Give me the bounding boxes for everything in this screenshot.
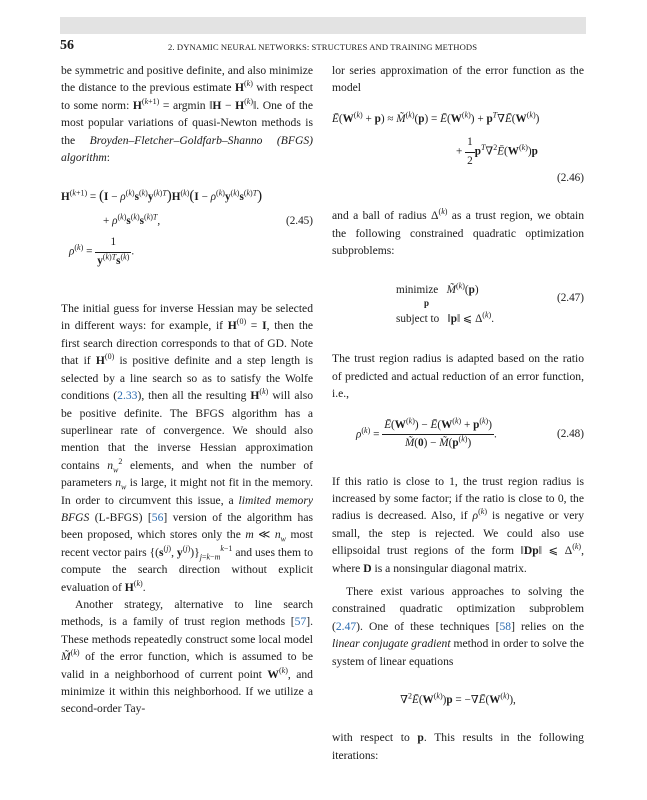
right-paragraph-6: with respect to p. This results in the following iterations: — [332, 731, 584, 762]
ref-2-33[interactable]: 2.33 — [117, 389, 138, 403]
eq-number-2-47: (2.47) — [556, 291, 584, 304]
right-paragraph-4: If this ratio is close to 1, the trust region radius is increased by some factor; if the ratio is close to 0, the radius is decreased. Also, if $\rho^{(k)}$ is negative or very small, the step is rejected. We could also use ellipsoidal trust regions of the form ‖Dp‖ ⩽ $\Delta^{(k)}$, where D is a nonsingular diagonal matrix. — [332, 474, 585, 575]
equation-2-46: $Ē(W^{(k)} + p)$ ≈ M̃$^{(k)}$(p) = $Ē(W^{(k)})$ + $p^T\nabla Ē(W^{(k)})$ + $\frac{1}{2}$ $p^T\nabla^2Ē(W^{(k)})p$ (2.46) — [332, 111, 584, 188]
ref-2-47[interactable]: 2.47 — [335, 619, 357, 633]
ref-57[interactable]: 57 — [294, 615, 307, 629]
left-paragraph-1: be symmetric and positive definite, and also minimize the distance to the previous estimate $H^{(k)}$ with respect to some norm: $H^{(k+1)} = argmin$ ‖H − $H^{(k)}‖$. One of the most popular variations of quasi-Newton methods is the Broyden–Fletcher–Goldfarb–Shanno (BFGS) algorithm: — [61, 64, 313, 165]
left-column — [61, 62, 313, 718]
header-band — [60, 17, 586, 34]
equation-2-48: $\rho^{(k)}$ = $\frac{Ē(W^{(k)}) - Ē(W^{(k)} + p^{(k)})}{M̃(0) - M̃(p^{(k)})}$ . (2.48) — [356, 415, 584, 450]
right-column — [332, 62, 584, 764]
ref-58[interactable]: 58 — [499, 619, 512, 633]
equation-2-47: minimize M̃$^{(k)}$(p) (2.47) p subject to ‖p‖ ⩽ $\Delta^{(k)}$. — [396, 280, 584, 326]
equation-2-45: $H^{(k+1)} = (I - \rho^{(k)}s^{(k)}y^{(k)T})H^{(k)}(I - \rho^{(k)}y^{(k)}s^{(k)T})$ + $\rho^{(k)}s^{(k)}s^{(k)T}$, (2.45) $\rho^{(k)}$ = $\frac{1}{y^{(k)T}s^{(k)}}$ . — [61, 188, 313, 267]
right-paragraph-1: lor series approximation of the error function as the model — [332, 64, 584, 95]
left-paragraph-2: The initial guess for inverse Hessian may be selected in different ways: for example, if $H^{(0)} = I$, then the first search direction corresponds to that of GD. Note that if $H^{(0)}$ is positive definite and a step length is selected by a line search so as to satisfy the Wolfe conditions (2.33), then all the resulting $H^{(k)}$ will also be positive definite. The BFGS algorithm has a superlinear rate of convergence. We should also mention that the inverse Hessian approximation contains $n_w^2$ elements, and when the number of parameters $n_w$ is large, it might not fit in the memory. In order to circumvent this issue, a limited memory BFGS (L-BFGS) [56] version of the algorithm has been proposed, which stores only the m ≪ $n_w$ most recent vector pairs {($s^{(j)}$, $y^{(j)})\}_{j=k-m}^{k-1}$ and uses them to compute the search direction without explicit evaluation of $H^{(k)}$. — [61, 302, 314, 594]
left-paragraph-3: Another strategy, alternative to line search methods, is a family of trust region methods [57]. These methods repeatedly construct some local model M̃$^{(k)}$ of the error function, which is assumed to be valid in a neighborhood of current point $W^{(k)}$, and minimize it within this neighborhood. If we utilize a second-order Tay- — [61, 597, 313, 716]
running-head: 2. DYNAMIC NEURAL NETWORKS: STRUCTURES AND TRAINING METHODS — [168, 42, 478, 52]
eq-number-2-46: (2.46) — [556, 172, 584, 185]
right-paragraph-5: There exist various approaches to solving the constrained quadratic optimization subproblem (2.47). One of these techniques [58] relies on the linear conjugate gradient method in order to solve the system of linear equations — [332, 584, 584, 668]
right-paragraph-2: and a ball of radius $\Delta^{(k)}$ as a trust region, we obtain the following constrained quadratic optimization subproblems: — [332, 207, 585, 258]
eq-number-2-45: (2.45) — [285, 214, 313, 227]
equation-linear-system: $\nabla^2Ē(W^{(k)})p$ = $-\nabla Ē(W^{(k)})$, — [400, 691, 516, 706]
bfgs-name: Broyden–Fletcher–Goldfarb–Shanno (BFGS) algorithm — [61, 133, 313, 165]
right-paragraph-3: The trust region radius is adapted based on the ratio of predicted and actual reduction of an error function, i.e., — [332, 352, 584, 401]
ref-56[interactable]: 56 — [151, 510, 164, 524]
eq-number-2-48: (2.48) — [556, 427, 584, 440]
page-number: 56 — [60, 38, 74, 53]
